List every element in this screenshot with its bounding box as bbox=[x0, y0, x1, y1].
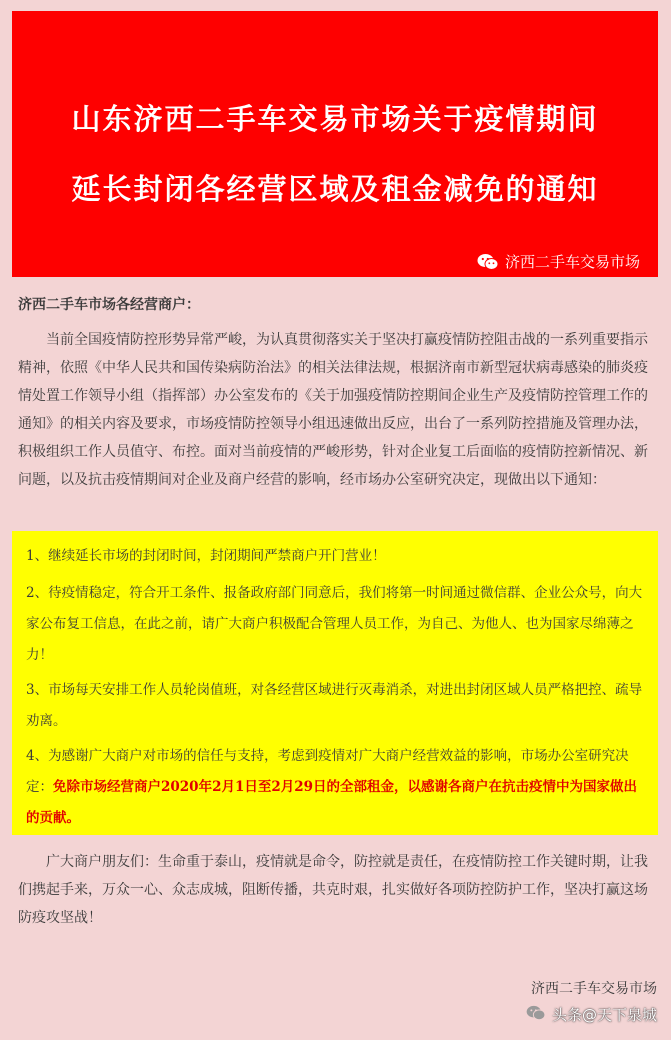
brand-label bbox=[477, 251, 640, 272]
intro-paragraph: 当前全国疫情防控形势异常严峻，为认真贯彻落实关于坚决打赢疫情防控阻击战的一系列重要指示精神，依照《中华人民共和国传染病防治法》的相关法律法规，根据济南市新型冠状病毒感染的肺炎疫情处置工作领导小组（指挥部）办公室发布的《关于加强疫情防控期间企业生产及疫情防控管理工作的通知》的相关内容及要求，市场疫情防控领导小组迅速做出反应，出台了一系列防控措施及管理办法，积极组织工作人员值守、布控。面对当前疫情的严峻形势，针对企业复工后面临的疫情防控新情况、新问题，以及抗击疫情期间对企业及商户经营的影响，经市场办公室研究决定，现做出以下通知： bbox=[18, 332, 648, 488]
signature: 济西二手车交易市场 bbox=[531, 981, 657, 997]
notice-item-4 bbox=[26, 741, 644, 834]
wechat-icon bbox=[526, 1005, 546, 1025]
notice-item-1: 1、继续延长市场的封闭时间，封闭期间严禁商户开门营业！ bbox=[26, 548, 386, 564]
title-banner bbox=[12, 11, 658, 277]
notice-item-2: 2、待疫情稳定，符合开工条件、报备政府部门同意后，我们将第一时间通过微信群、企业公众号，向大家公布复工信息，在此之前，请广大商户积极配合管理人员工作，为自己、为他人、也为国家尽绵薄之力！ bbox=[26, 585, 643, 663]
wechat-icon bbox=[477, 253, 499, 271]
brand-name: 济西二手车交易市场 bbox=[504, 253, 640, 271]
title-line-1: 山东济西二手车交易市场关于疫情期间 bbox=[71, 102, 599, 136]
closing-paragraph: 广大商户朋友们：生命重于泰山，疫情就是命令，防控就是责任，在疫情防控工作关键时期，让我们携起手来，万众一心、众志成城，阻断传播，共克时艰，扎实做好各项防控防护工作，坚决打赢这场防疫攻坚战！ bbox=[18, 854, 648, 926]
rent-waiver-highlight: 免除市场经营商户2020年2月1日至2月29日的全部租金，以感谢各商户在抗击疫情中为国家做出的贡献。 bbox=[26, 779, 638, 826]
notice-item-3: 3、市场每天安排工作人员轮岗值班，对各经营区域进行灭毒消杀，对进出封闭区域人员严格把控、疏导劝离。 bbox=[26, 682, 643, 729]
notice-item-4-text: 4、为感谢广大商户对市场的信任与支持，考虑到疫情对广大商户经营效益的影响，市场办公室研究决定： bbox=[26, 748, 629, 795]
watermark bbox=[526, 1004, 657, 1025]
watermark-text: 头条@天下泉城 bbox=[551, 1006, 657, 1024]
notice-box bbox=[12, 531, 658, 835]
title-line-2: 延长封闭各经营区域及租金减免的通知 bbox=[71, 172, 599, 206]
salutation: 济西二手车市场各经营商户： bbox=[18, 297, 200, 313]
